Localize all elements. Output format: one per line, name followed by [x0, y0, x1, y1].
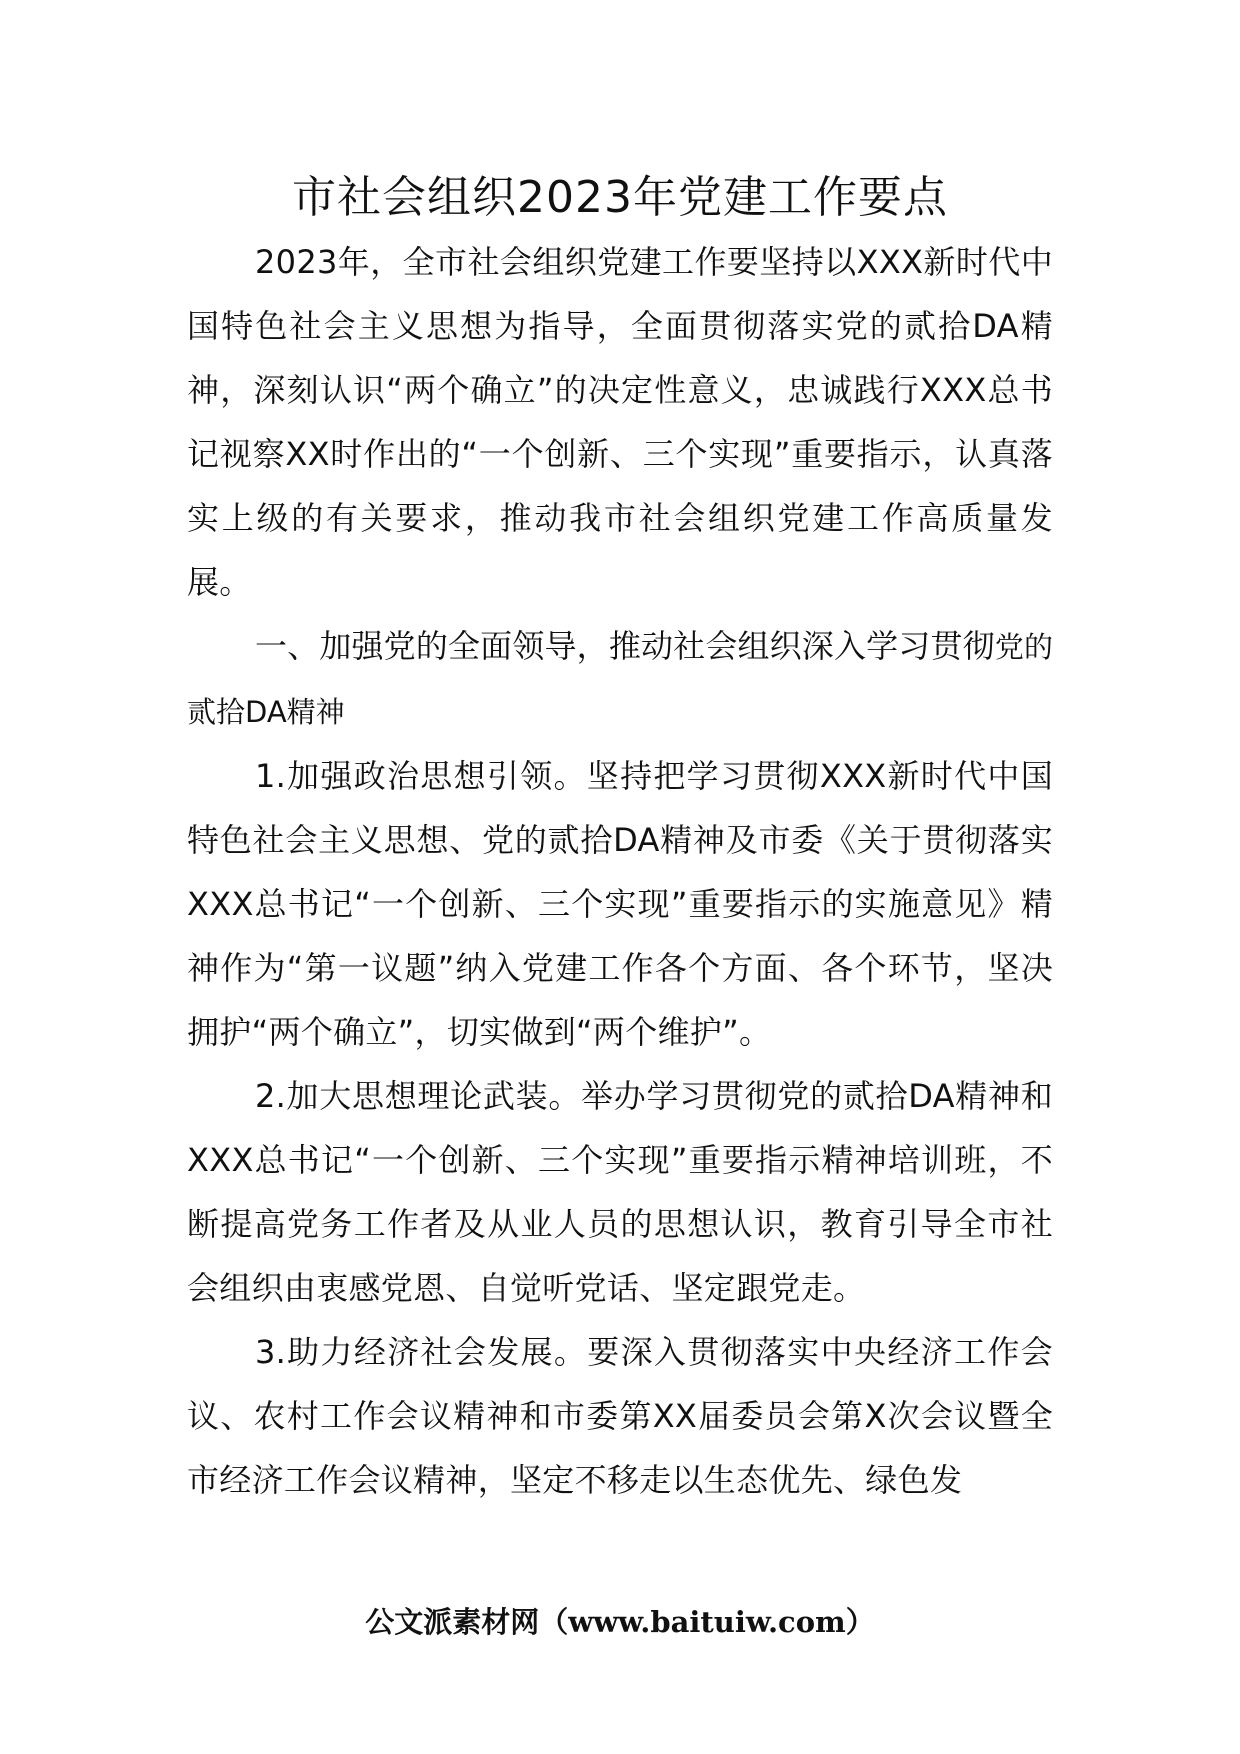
intro-paragraph: 2023年，全市社会组织党建工作要坚持以XXX新时代中国特色社会主义思想为指导，全面贯彻落实党的贰拾DA精神，深刻认识“两个确立”的决定性意义，忠诚践行XXX总书记视察XX时作出的“一个创新、三个实现”重要指示，认真落实上级的有关要求，推动我市社会组织党建工作高质量发展。	[187, 243, 1053, 601]
section-1-heading	[187, 614, 1053, 744]
source-footer: 公文派素材网（www.baituiw.com）	[365, 1605, 875, 1639]
document-body	[187, 230, 1053, 1512]
item-2-paragraph: 2.加大思想理论武装。举办学习贯彻党的贰拾DA精神和XXX总书记“一个创新、三个实现”重要指示精神培训班，不断提高党务工作者及从业人员的思想认识，教育引导全市社会组织由衷感党恩、自觉听党话、坚定跟党走。	[187, 1077, 1053, 1307]
item-3-paragraph: 3.助力经济社会发展。要深入贯彻落实中央经济工作会议、农村工作会议精神和市委第XX届委员会第X次会议暨全市经济工作会议精神，坚定不移走以生态优先、绿色发	[187, 1333, 1053, 1499]
section-1-heading-tail: 党的贰拾DA精神	[187, 630, 1053, 729]
item-1-paragraph: 1.加强政治思想引领。坚持把学习贯彻XXX新时代中国特色社会主义思想、党的贰拾DA精神及市委《关于贯彻落实XXX总书记“一个创新、三个实现”重要指示的实施意见》精神作为“第一议题”纳入党建工作各个方面、各个环节，坚决拥护“两个确立”，切实做到“两个维护”。	[187, 757, 1053, 1051]
document-title: 市社会组织2023年党建工作要点	[292, 172, 948, 223]
section-1-heading-main: 一、加强党的全面领导，推动社会组织深入学习贯彻	[255, 627, 995, 665]
